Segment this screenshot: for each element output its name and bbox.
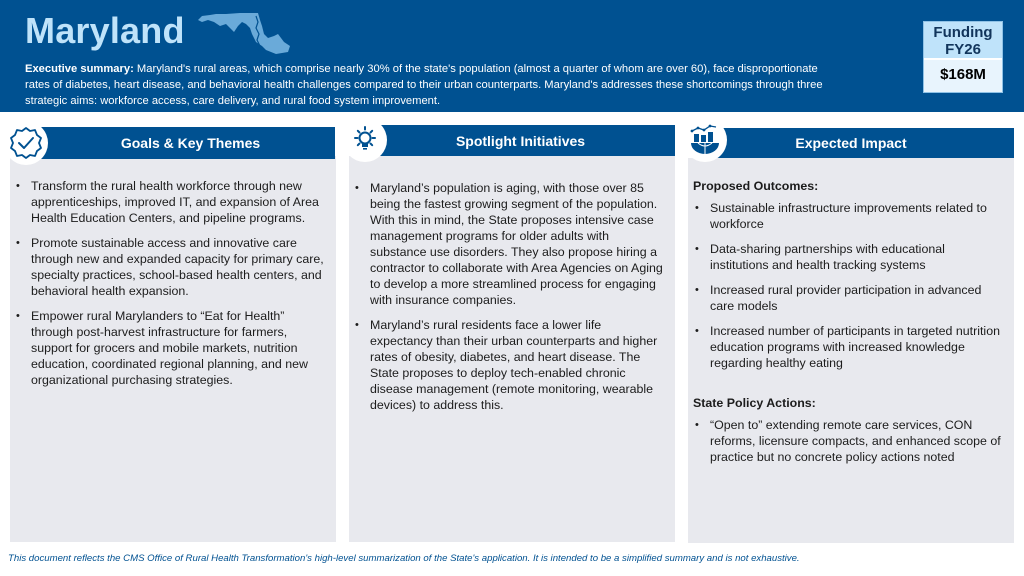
list-item: • Promote sustainable access and innovative care through new and expanded capacity for primary care, specialty practices, school-based health centers, and behavioral health expansion.: [14, 235, 328, 299]
list-item: • Increased rural provider participation in advanced care models: [693, 282, 1006, 314]
outcomes-list: [693, 200, 1006, 371]
list-item: • Data-sharing partnerships with educational institutions and health tracking systems: [693, 241, 1006, 273]
funding-label: [924, 22, 1002, 60]
impact-panel-header: [710, 128, 1014, 158]
list-item: • Sustainable infrastructure improvements related to workforce: [693, 200, 1006, 232]
spotlight-panel-body: [349, 156, 675, 542]
goals-panel-body: [10, 156, 336, 542]
spotlight-list: [349, 156, 675, 413]
policy-heading: State Policy Actions:: [693, 396, 816, 410]
policy-list: [693, 417, 1006, 465]
funding-label-line2: FY26: [945, 41, 981, 58]
list-item: • “Open to” extending remote care services, CON reforms, licensure compacts, and enhanced scope of practice but no concrete policy actions noted: [693, 417, 1006, 465]
spotlight-panel-title: Spotlight Initiatives: [455, 132, 586, 149]
funding-label-line1: Funding: [933, 24, 993, 41]
list-item: • Maryland’s population is aging, with those over 85 being the fastest growing segment of the population. With this in mind, the State proposes intensive case management programs for older adults with substance use disorders. They also propose hiring a contractor to collaborate with Area Agencies on Aging to develop a more streamlined process for engaging with insurance companies.: [353, 180, 667, 308]
spotlight-icon-circle: [343, 118, 387, 162]
header-banner: [0, 0, 1024, 112]
summary-text: Maryland's rural areas, which comprise nearly 30% of the state's population (almost a quarter of whom are over 60), face disproportionate rates of diabetes, heart disease, and behavioral health challenges compared to their urban counterparts. Maryland's addresses these shortcomings through three strategic aims: workforce access, care delivery, and rural food system improvement.: [25, 63, 823, 107]
executive-summary: [25, 61, 845, 109]
funding-box: [923, 21, 1003, 93]
spotlight-panel-header: [370, 125, 675, 156]
funding-value: $168M: [940, 66, 986, 83]
impact-panel-title: Expected Impact: [795, 135, 907, 151]
list-item: • Increased number of participants in targeted nutrition education programs with increased knowledge regarding healthy eating: [693, 323, 1006, 371]
outcomes-heading: Proposed Outcomes:: [693, 179, 819, 193]
goals-icon-circle: [4, 121, 48, 165]
goals-list: [10, 156, 336, 388]
growth-chart-globe-icon: [688, 123, 722, 157]
verified-badge-check-icon: [8, 125, 44, 161]
impact-icon-circle: [683, 118, 727, 162]
page-title: Maryland: [25, 10, 185, 51]
lightbulb-icon: [350, 125, 380, 155]
list-item: • Maryland’s rural residents face a lower life expectancy than their urban counterparts and higher rates of obesity, diabetes, and heart disease. The State proposes to deploy tech-enabled chronic disease management (remote monitoring, wearable devices) to address this.: [353, 317, 667, 413]
footer-disclaimer: This document reflects the CMS Office of Rural Health Transformation's high-level summarization of the State's application. It is intended to be a simplified summary and is not exhaustive.: [8, 553, 800, 564]
goals-panel-title: Goals & Key Themes: [120, 135, 261, 151]
list-item: • Empower rural Marylanders to “Eat for Health” through post-harvest infrastructure for farmers, support for grocers and mobile markets, nutrition education, coordinated regional planning, and new organizational purchasing strategies.: [14, 308, 328, 388]
impact-panel-body: [688, 158, 1014, 543]
maryland-state-map-icon: [196, 12, 292, 54]
goals-panel-header: [28, 127, 335, 159]
summary-label: Executive summary:: [25, 63, 134, 75]
list-item: • Transform the rural health workforce through new apprenticeships, improved IT, and expansion of Area Health Education Centers, and pipeline programs.: [14, 178, 328, 226]
